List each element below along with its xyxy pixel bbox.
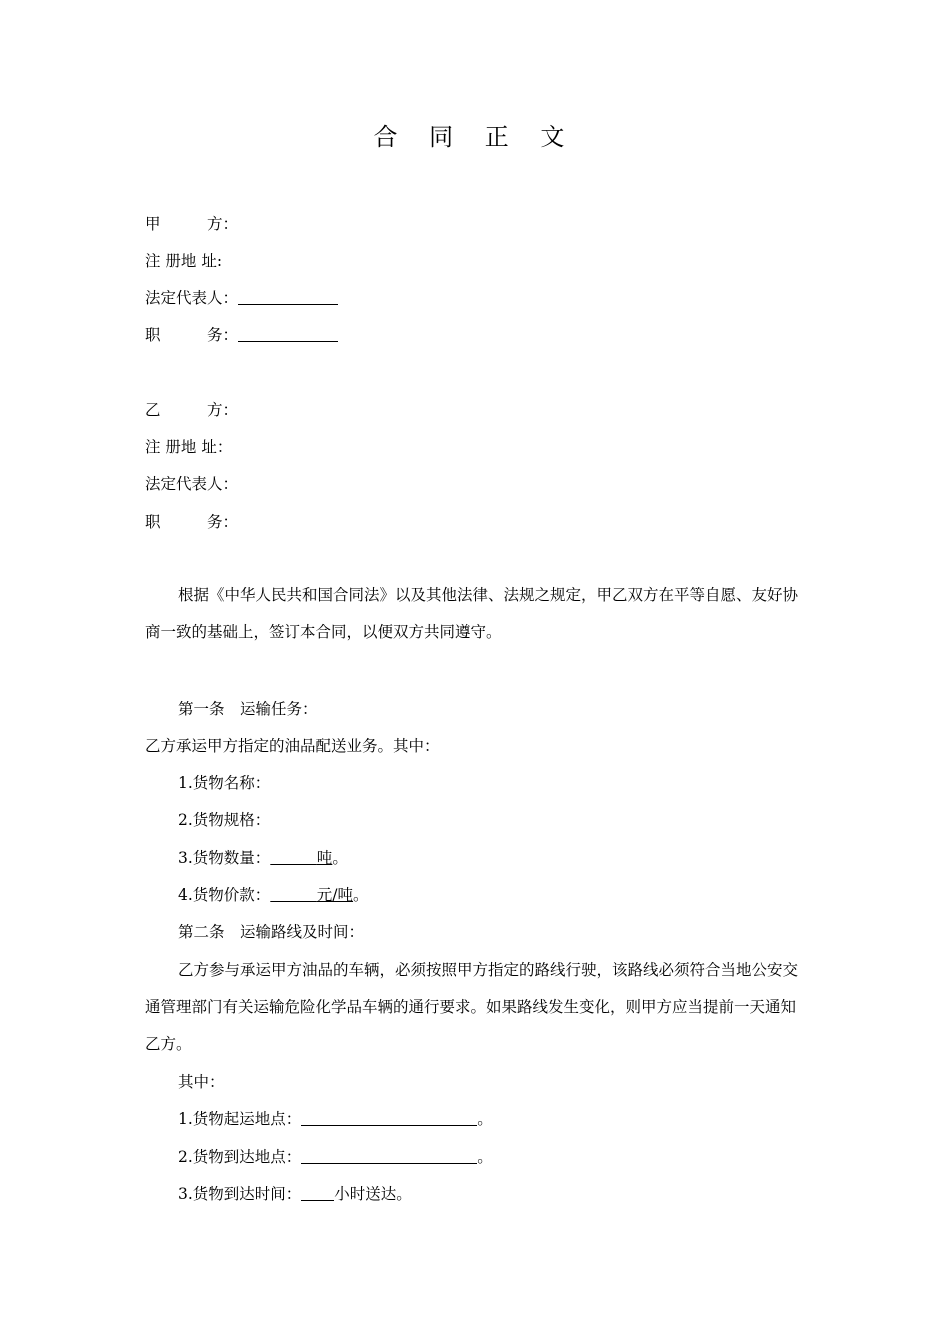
arrival-time-unit: 小时送达。 [334, 1185, 412, 1203]
quantity-unit: 吨 [316, 849, 333, 867]
preamble-paragraph: 根据《中华人民共和国合同法》以及其他法律、法规之规定，甲乙双方在平等自愿、友好协商一致的基础上，签订本合同，以便双方共同遵守。 [145, 586, 799, 641]
destination-label: 2.货物到达地点： [178, 1148, 302, 1166]
price-unit: 元/吨 [316, 886, 354, 904]
price-label: 4.货物价款： [178, 886, 271, 904]
article-2-heading: 第二条 运输路线及时间： [178, 923, 365, 941]
party-a-position-row [145, 323, 338, 345]
party-a-position-label: 职 务： [145, 326, 239, 344]
article-1-item-1: 1.货物名称： [178, 774, 271, 792]
destination-blank[interactable] [301, 1147, 477, 1164]
price-blank[interactable] [270, 886, 317, 904]
article-2-item-3 [178, 1182, 412, 1204]
article-2-item-1 [178, 1107, 493, 1129]
article-1-item-4 [178, 883, 369, 905]
document-title: 合 同 正 文 [373, 123, 577, 151]
party-a-rep-blank[interactable] [238, 288, 338, 305]
origin-blank[interactable] [301, 1109, 477, 1126]
party-a-address-label: 注 册地 址: [145, 252, 223, 270]
article-1-item-3 [178, 846, 348, 868]
price-end: 。 [353, 886, 369, 904]
article-2-sub-intro: 其中： [178, 1073, 225, 1091]
article-2-item-2 [178, 1145, 493, 1167]
party-b-rep-label: 法定代表人： [145, 475, 239, 493]
party-b-position-label: 职 务： [145, 513, 239, 531]
party-b-name-label: 乙 方： [145, 401, 239, 419]
arrival-time-label: 3.货物到达时间： [178, 1185, 302, 1203]
article-1-item-2: 2.货物规格： [178, 811, 271, 829]
quantity-label: 3.货物数量： [178, 849, 271, 867]
destination-end: 。 [477, 1148, 493, 1166]
origin-end: 。 [477, 1110, 493, 1128]
party-a-name-label: 甲 方： [145, 215, 239, 233]
quantity-end: 。 [332, 849, 348, 867]
arrival-time-blank[interactable] [301, 1184, 334, 1201]
party-b-address-label: 注 册地 址： [145, 438, 233, 456]
article-1-intro: 乙方承运甲方指定的油品配送业务。其中： [145, 737, 440, 755]
article-1-heading: 第一条 运输任务： [178, 700, 318, 718]
origin-label: 1.货物起运地点： [178, 1110, 302, 1128]
party-a-position-blank[interactable] [238, 325, 338, 342]
party-a-rep-label: 法定代表人： [145, 289, 239, 307]
party-a-rep-row [145, 286, 338, 308]
quantity-blank[interactable] [270, 849, 317, 867]
article-2-body: 乙方参与承运甲方油品的车辆，必须按照甲方指定的路线行驶，该路线必须符合当地公安交通管理部门有关运输危险化学品车辆的通行要求。如果路线发生变化，则甲方应当提前一天通知乙方。 [145, 961, 799, 1053]
